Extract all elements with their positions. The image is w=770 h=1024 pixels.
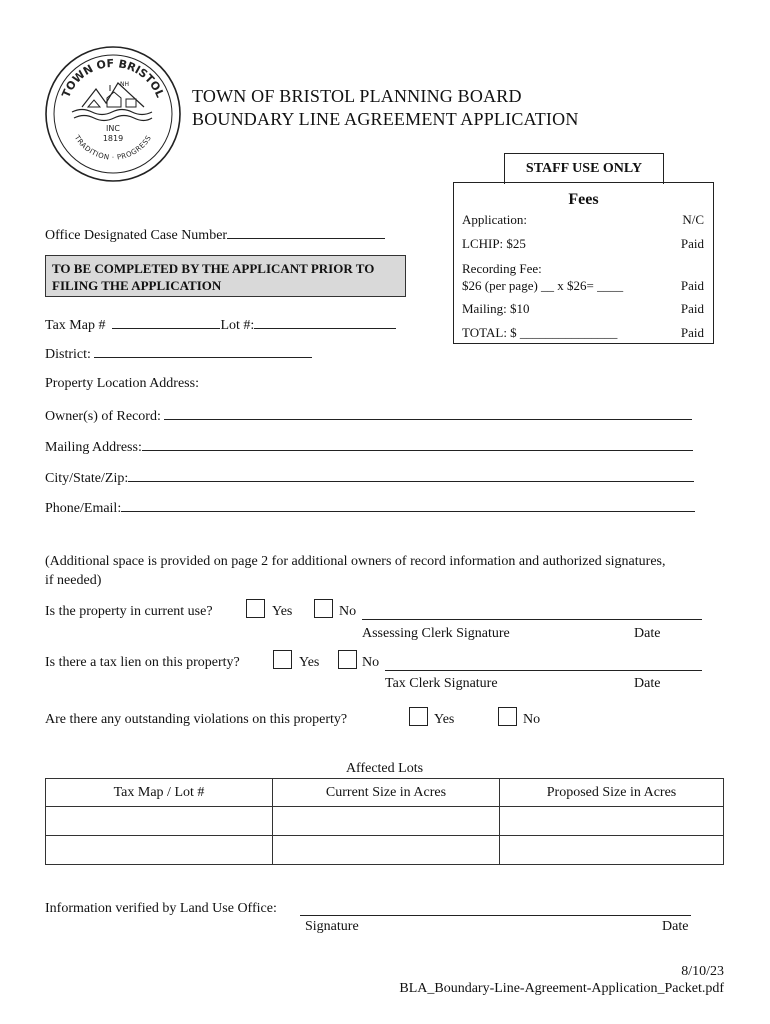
applicant-notice-box: TO BE COMPLETED BY THE APPLICANT PRIOR TO FILING THE APPLICATION	[45, 255, 406, 297]
owners-field[interactable]: Owner(s) of Record:	[45, 406, 692, 425]
table-cell[interactable]	[46, 807, 273, 836]
staff-use-label: STAFF USE ONLY	[504, 153, 664, 184]
tax-clerk-date-label: Date	[634, 676, 661, 691]
table-cell[interactable]	[273, 807, 500, 836]
tax-map-lot-field[interactable]: Tax Map # Lot #:	[45, 315, 396, 334]
table-cell[interactable]	[500, 836, 724, 865]
district-field[interactable]: District:	[45, 344, 312, 363]
verification-label: Information verified by Land Use Office:	[45, 901, 277, 916]
table-cell[interactable]	[500, 807, 724, 836]
verification-signature-label: Signature	[305, 919, 359, 934]
footer-date: 8/10/23	[681, 964, 724, 979]
fee-row-recording: $26 (per page) __ x $26= ____ Paid	[462, 278, 704, 293]
current-use-no-checkbox[interactable]	[314, 599, 333, 618]
fees-title: Fees	[568, 191, 599, 208]
table-cell[interactable]	[46, 836, 273, 865]
affected-lots-table	[45, 778, 724, 865]
mailing-address-field[interactable]: Mailing Address:	[45, 437, 693, 456]
footer-filename: BLA_Boundary-Line-Agreement-Application_Packet.pdf	[399, 981, 724, 996]
phone-email-field[interactable]: Phone/Email:	[45, 498, 695, 517]
assessing-clerk-signature-line[interactable]	[362, 619, 702, 620]
assessing-date-label: Date	[634, 626, 661, 641]
tax-lien-no-label: No	[362, 655, 380, 670]
fee-row-application: Application: N/C	[462, 212, 704, 227]
svg-text:INC: INC	[106, 124, 120, 133]
svg-text:TRADITION · PROGRESS: TRADITION · PROGRESS	[72, 133, 154, 162]
tax-lien-question: Is there a tax lien on this property?	[45, 655, 240, 670]
current-use-yes-checkbox[interactable]	[246, 599, 265, 618]
violations-yes-checkbox[interactable]	[409, 707, 428, 726]
tax-lien-yes-label: Yes	[299, 655, 320, 670]
svg-text:TOWN OF BRISTOL: TOWN OF BRISTOL	[59, 56, 167, 100]
assessing-clerk-signature-label: Assessing Clerk Signature	[362, 626, 510, 641]
table-row	[46, 836, 724, 865]
violations-yes-label: Yes	[434, 712, 455, 727]
affected-lots-caption: Affected Lots	[345, 761, 424, 776]
city-state-zip-field[interactable]: City/State/Zip:	[45, 468, 694, 487]
table-row	[46, 807, 724, 836]
verification-date-label: Date	[662, 919, 689, 934]
fees-box	[453, 182, 714, 344]
fee-row-total: TOTAL: $ _______________ Paid	[462, 325, 704, 340]
table-cell[interactable]	[273, 836, 500, 865]
fee-row-mailing: Mailing: $10 Paid	[462, 301, 704, 316]
column-header-proposed-size: Proposed Size in Acres	[500, 779, 724, 807]
current-use-yes-label: Yes	[272, 604, 293, 619]
case-number-field[interactable]: Office Designated Case Number	[45, 225, 385, 244]
tax-clerk-signature-line[interactable]	[385, 670, 702, 671]
fee-row-lchip: LCHIP: $25 Paid	[462, 236, 704, 251]
document-title-line1: TOWN OF BRISTOL PLANNING BOARD	[192, 86, 522, 106]
table-header-row	[46, 779, 724, 807]
town-seal-logo	[44, 45, 182, 183]
document-title-line2: BOUNDARY LINE AGREEMENT APPLICATION	[192, 109, 579, 129]
violations-question: Are there any outstanding violations on this property?	[45, 712, 348, 727]
fee-row-recording-label: Recording Fee:	[462, 261, 542, 276]
current-use-question: Is the property in current use?	[45, 604, 213, 619]
verification-signature-line[interactable]	[300, 915, 691, 916]
svg-text:1819: 1819	[102, 134, 124, 143]
tax-clerk-signature-label: Tax Clerk Signature	[385, 676, 498, 691]
svg-text:NH: NH	[120, 81, 129, 88]
tax-lien-yes-checkbox[interactable]	[273, 650, 292, 669]
property-location-label: Property Location Address:	[45, 376, 199, 391]
column-header-current-size: Current Size in Acres	[273, 779, 500, 807]
current-use-no-label: No	[339, 604, 357, 619]
additional-space-note: (Additional space is provided on page 2 for additional owners of record information and authorized signatures, if needed)	[45, 554, 666, 588]
column-header-tax-map-lot: Tax Map / Lot #	[46, 779, 273, 807]
violations-no-checkbox[interactable]	[498, 707, 517, 726]
tax-lien-no-checkbox[interactable]	[338, 650, 357, 669]
violations-no-label: No	[523, 712, 541, 727]
